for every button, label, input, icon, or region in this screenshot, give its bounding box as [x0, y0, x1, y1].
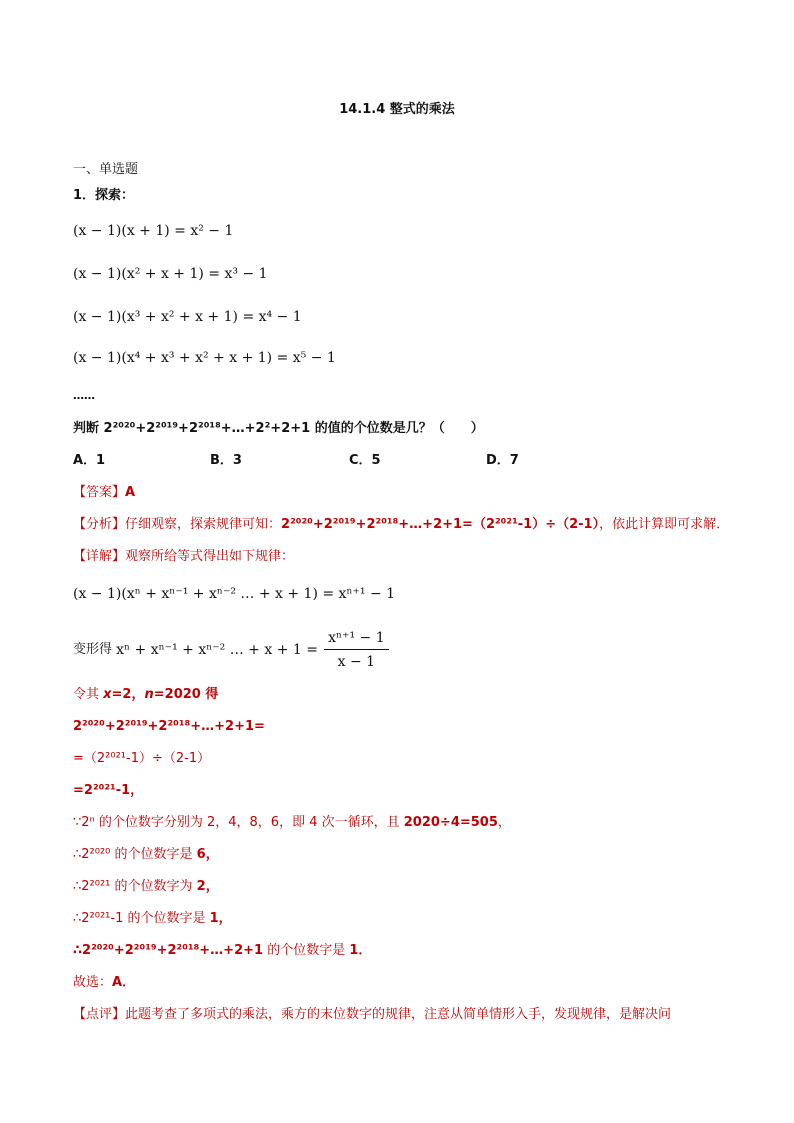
question-label: 1．探索：	[73, 188, 135, 203]
option-c: C．5	[349, 453, 381, 468]
step-4	[73, 814, 511, 832]
step-3: =2²⁰²¹-1，	[73, 783, 144, 798]
let-var-x: x	[103, 687, 112, 702]
step-7-c: 1，	[209, 911, 232, 926]
answer-line	[73, 484, 135, 502]
detail-intro: 观察所给等式得出如下规律：	[125, 549, 295, 564]
step-8-b: 的个位数字是	[263, 943, 350, 958]
step-5-a: ∴2²⁰²⁰	[73, 847, 111, 862]
step-7-b: 的个位数字是	[123, 911, 210, 926]
options-row	[73, 452, 673, 470]
transform-lhs: xⁿ + xⁿ⁻¹ + xⁿ⁻² … + x + 1 =	[116, 642, 318, 658]
choose-line	[73, 974, 135, 992]
ellipsis: ……	[73, 389, 95, 402]
step-6-c: 2，	[196, 879, 219, 894]
analysis-text-a: 仔细观察，探索规律可知：	[125, 517, 282, 532]
comment-text: 此题考查了多项式的乘法，乘方的末位数字的规律，注意从简单情形入手，发现规律，是解决问	[125, 1007, 672, 1022]
comment-tag: 【点评】	[73, 1007, 126, 1022]
equation-1: (x − 1)(x + 1) = x² − 1	[73, 223, 234, 239]
step-7	[73, 910, 232, 928]
option-b: B．3	[210, 453, 242, 468]
option-a: A．1	[73, 453, 106, 468]
choose-text: 故选：	[73, 975, 113, 990]
let-text-c: =2020 得	[153, 687, 219, 702]
step-5	[73, 846, 219, 864]
question-stem: 判断 2²⁰²⁰+2²⁰¹⁹+2²⁰¹⁸+…+2²+2+1 的值的个位数是几？（ ）	[73, 421, 484, 436]
transform-fraction	[324, 628, 389, 672]
equation-4: (x − 1)(x⁴ + x³ + x² + x + 1) = x⁵ − 1	[73, 350, 336, 366]
detail-intro-line	[73, 548, 294, 566]
page-title: 14.1.4 整式的乘法	[339, 102, 455, 117]
substitution-line	[73, 686, 218, 704]
fraction-numerator: xⁿ⁺¹ − 1	[324, 628, 389, 650]
detail-tag: 【详解】	[73, 549, 126, 564]
answer-value: A	[125, 485, 136, 500]
step-8-c: 1．	[349, 943, 372, 958]
step-5-b: 的个位数字是	[110, 847, 197, 862]
analysis-expr: 2²⁰²⁰+2²⁰¹⁹+2²⁰¹⁸+…+2+1=（2²⁰²¹-1）÷（2-1）	[281, 517, 600, 532]
transform-label: 变形得	[73, 642, 113, 657]
step-6-a: ∴2²⁰²¹	[73, 879, 111, 894]
let-text-a: 令其	[73, 687, 104, 702]
answer-tag: 【答案】	[73, 485, 126, 500]
step-4-a: ∵2ⁿ 的个位数字分别为 2，4，8，6，即 4 次一循环，且	[73, 815, 404, 830]
step-5-c: 6，	[196, 847, 219, 862]
let-text-b: =2，	[111, 687, 145, 702]
transform-line	[73, 628, 389, 672]
step-6-b: 的个位数字为	[110, 879, 197, 894]
section-heading: 一、单选题	[73, 162, 139, 177]
rule-equation: (x − 1)(xⁿ + xⁿ⁻¹ + xⁿ⁻² … + x + 1) = xⁿ⁺¹ − 1	[73, 586, 396, 602]
analysis-line	[73, 516, 729, 534]
fraction-denominator: x − 1	[337, 654, 376, 670]
choose-value: A．	[112, 975, 136, 990]
equation-3: (x − 1)(x³ + x² + x + 1) = x⁴ − 1	[73, 309, 302, 325]
analysis-tag: 【分析】	[73, 517, 126, 532]
step-6	[73, 878, 219, 896]
equation-2: (x − 1)(x² + x + 1) = x³ − 1	[73, 266, 268, 282]
step-2: =（2²⁰²¹-1）÷（2-1）	[73, 751, 211, 766]
comment-line	[73, 1006, 671, 1024]
step-4-b: 2020÷4=505	[403, 815, 498, 830]
let-var-n: n	[144, 687, 154, 702]
option-d: D．7	[486, 453, 519, 468]
step-8-a: ∴2²⁰²⁰+2²⁰¹⁹+2²⁰¹⁸+…+2+1	[73, 943, 264, 958]
step-7-a: ∴2²⁰²¹-1	[73, 911, 124, 926]
analysis-text-b: ，依此计算即可求解．	[599, 517, 730, 532]
step-4-c: ，	[497, 815, 511, 830]
step-1: 2²⁰²⁰+2²⁰¹⁹+2²⁰¹⁸+…+2+1=	[73, 719, 265, 734]
step-8	[73, 942, 371, 960]
